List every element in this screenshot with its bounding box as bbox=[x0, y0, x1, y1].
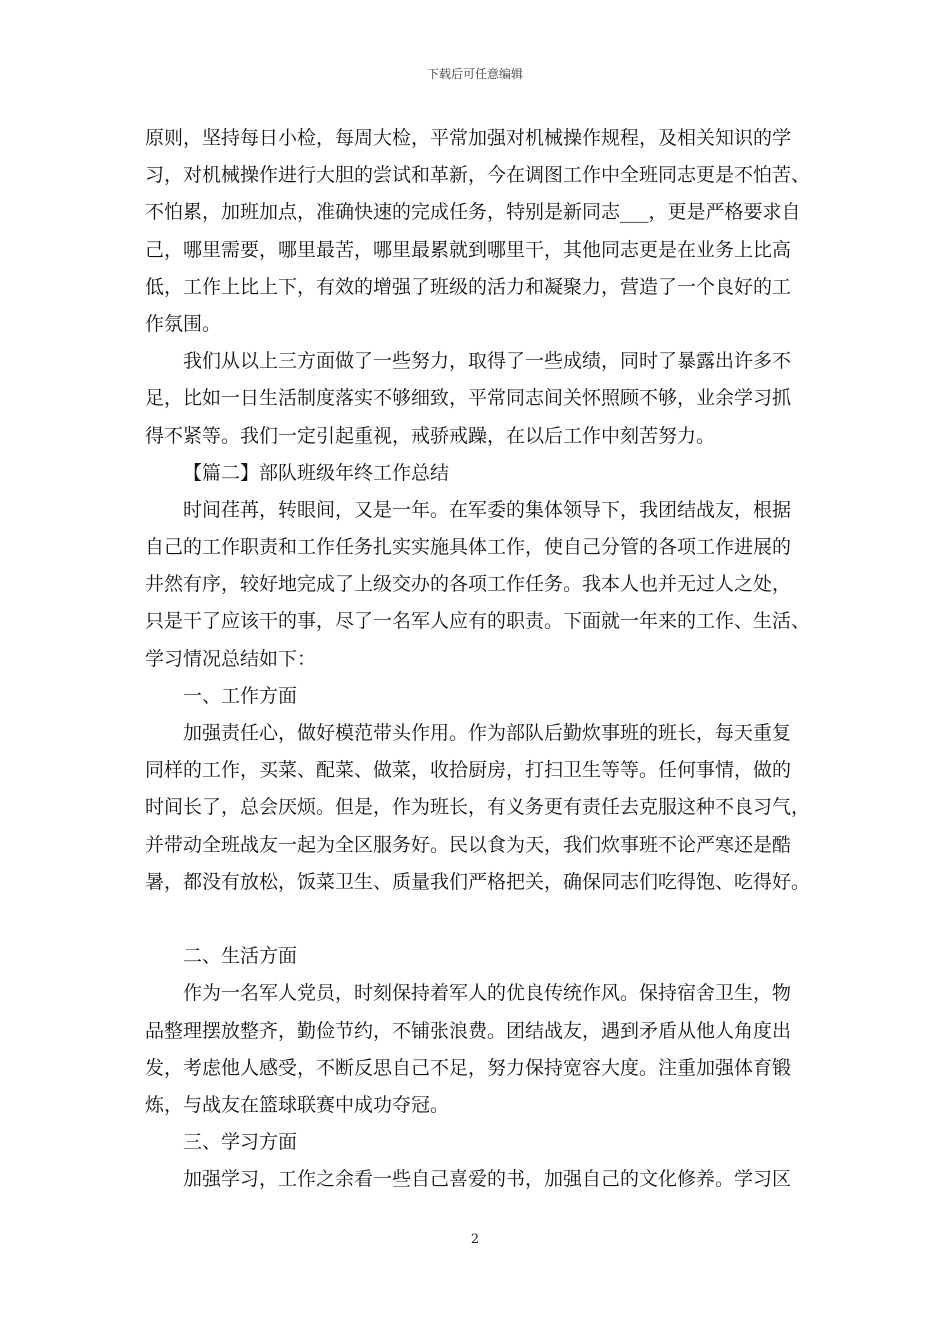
text-line: 二、生活方面 bbox=[183, 945, 298, 968]
text-line: 习，对机械操作进行大胆的尝试和革新，今在调图工作中全班同志更是不怕苦、 bbox=[145, 164, 811, 187]
text-line: 三、学习方面 bbox=[183, 1131, 298, 1154]
blank-line bbox=[145, 901, 810, 938]
text-line: 加强责任心，做好模范带头作用。作为部队后勤炊事班的班长，每天重复 bbox=[183, 722, 792, 744]
text-line: 井然有序，较好地完成了上级交办的各项工作任务。我本人也并无过人之处， bbox=[145, 573, 792, 596]
text-line: 己，哪里需要，哪里最苦，哪里最累就到哪里干，其他同志更是在业务上比高 bbox=[145, 238, 792, 261]
text-line: 原则，坚持每日小检，每周大检，平常加强对机械操作规程，及相关知识的学 bbox=[145, 127, 792, 149]
text-line: 一、工作方面 bbox=[183, 684, 298, 707]
text-line: 时间长了，总会厌烦。但是，作为班长，有义务更有责任去克服这种不良习气， bbox=[145, 796, 811, 819]
text-line: 不怕累，加班加点，准确快速的完成任务，特别是新同志___，更是严格要求自 bbox=[145, 201, 801, 224]
page-header: 下载后可任意编辑 bbox=[426, 67, 523, 81]
text-line: 只是干了应该干的事，尽了一名军人应有的职责。下面就一年来的工作、生活、 bbox=[145, 610, 811, 633]
document-body bbox=[145, 120, 810, 1198]
text-line: 并带动全班战友一起为全区服务好。民以食为天，我们炊事班不论严寒还是酷 bbox=[145, 833, 792, 856]
text-line: 【篇二】部队班级年终工作总结 bbox=[183, 461, 450, 484]
text-line: 炼，与战友在篮球联赛中成功夺冠。 bbox=[145, 1093, 450, 1116]
text-line: 低，工作上比上下，有效的增强了班级的活力和凝聚力，营造了一个良好的工 bbox=[145, 275, 792, 298]
text-line: 品整理摆放整齐，勤俭节约，不铺张浪费。团结战友，遇到矛盾从他人角度出 bbox=[145, 1019, 792, 1042]
text-line: 足，比如一日生活制度落实不够细致，平常同志间关怀照顾不够，业余学习抓 bbox=[145, 387, 792, 410]
text-line: 加强学习，工作之余看一些自己喜爱的书，加强自己的文化修养。学习区 bbox=[183, 1168, 792, 1191]
text-line: 得不紧等。我们一定引起重视，戒骄戒躁，在以后工作中刻苦努力。 bbox=[145, 424, 716, 447]
text-line: 学习情况总结如下： bbox=[145, 647, 317, 670]
text-line: 同样的工作，买菜、配菜、做菜，收拾厨房，打扫卫生等等。任何事情，做的 bbox=[145, 759, 792, 782]
text-line: 作为一名军人党员，时刻保持着军人的优良传统作风。保持宿舍卫生，物 bbox=[183, 982, 792, 1005]
text-line: 我们从以上三方面做了一些努力，取得了一些成绩，同时了暴露出许多不 bbox=[183, 350, 792, 373]
text-line: 时间荏苒，转眼间，又是一年。在军委的集体领导下，我团结战友，根据 bbox=[183, 498, 792, 521]
text-line: 自己的工作职责和工作任务扎实实施具体工作，使自己分管的各项工作进展的 bbox=[145, 536, 792, 559]
text-line: 暑，都没有放松，饭菜卫生、质量我们严格把关，确保同志们吃得饱、吃得好。 bbox=[145, 870, 811, 893]
page-number: 2 bbox=[470, 1232, 480, 1247]
text-line: 发，考虑他人感受，不断反思自己不足，努力保持宽容大度。注重加强体育锻 bbox=[145, 1056, 792, 1079]
text-line: 作氛围。 bbox=[145, 312, 222, 335]
